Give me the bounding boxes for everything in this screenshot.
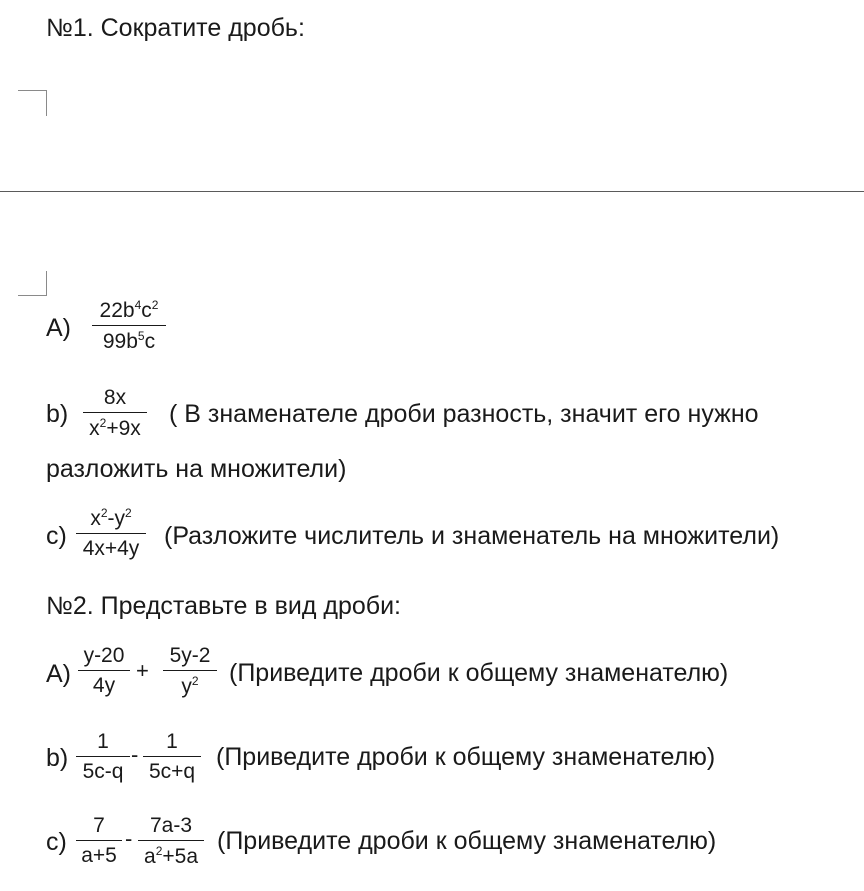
task1-item-c-label: c) [46,522,67,550]
task2-item-c-fraction-1 [76,815,122,866]
task2-item-a-note: (Приведите дроби к общему знаменателю) [229,659,729,687]
fraction-numerator: 7 [93,814,105,837]
task1-heading: №1. Сократите дробь: [46,14,305,42]
fraction-numerator: 8x [103,386,127,409]
task2-item-a-label: A) [46,660,71,688]
fraction-numerator: 1 [166,730,178,753]
task1-item-c-note: (Разложите числитель и знаменатель на множители) [164,522,780,550]
fraction-denominator: a+5 [81,844,117,867]
fraction-numerator: $22b^4c^2$ [99,298,159,322]
fraction-numerator: $x^2-y^2$ [90,506,132,530]
task2-item-a-fraction-2 [163,645,217,697]
task2-item-a-fraction-1 [78,645,130,696]
task2-item-a-operator: + [136,658,149,683]
task2-item-c-label: c) [46,828,67,856]
task1-item-a-fraction [92,299,166,352]
task2-item-c-note: (Приведите дроби к общему знаменателю) [217,827,717,855]
fraction-numerator: 7a-3 [149,814,193,837]
task2-item-c-operator: - [125,826,133,851]
task1-item-b-note: ( В знаменателе дроби разность, значит его нужно [169,400,759,428]
fraction-denominator: 4y [92,674,116,697]
task2-item-b-fraction-1 [76,731,130,782]
task1-item-b-note-continued: разложить на множители) [46,455,347,483]
task2-item-b-operator: - [131,742,139,767]
fraction-numerator: 1 [97,730,109,753]
task1-item-b-label: b) [46,400,69,428]
task2-item-b-label: b) [46,744,69,772]
fraction-numerator: 5y-2 [169,644,211,667]
task1-item-c-fraction [76,507,146,559]
page-corner-mark-top [18,90,47,116]
fraction-denominator: $y^2$ [181,674,199,698]
fraction-denominator: 4x+4y [82,537,140,560]
task2-item-b-fraction-2 [143,731,201,782]
fraction-denominator: 5c-q [82,760,124,783]
task2-heading: №2. Представьте в вид дроби: [46,592,402,620]
task2-item-c-fraction-2 [138,815,204,867]
task2-item-b-note: (Приведите дроби к общему знаменателю) [216,743,716,771]
fraction-numerator: y-20 [83,644,125,667]
fraction-denominator: $99b^5c$ [102,329,156,353]
page-break-line [0,191,864,192]
task1-item-a-label: A) [46,314,71,342]
fraction-denominator: $a^2+5a$ [144,844,198,868]
page-corner-mark-bottom [18,271,47,296]
task1-item-b-fraction [83,387,147,439]
fraction-denominator: $x^2+9x$ [89,416,141,440]
fraction-denominator: 5c+q [148,760,196,783]
